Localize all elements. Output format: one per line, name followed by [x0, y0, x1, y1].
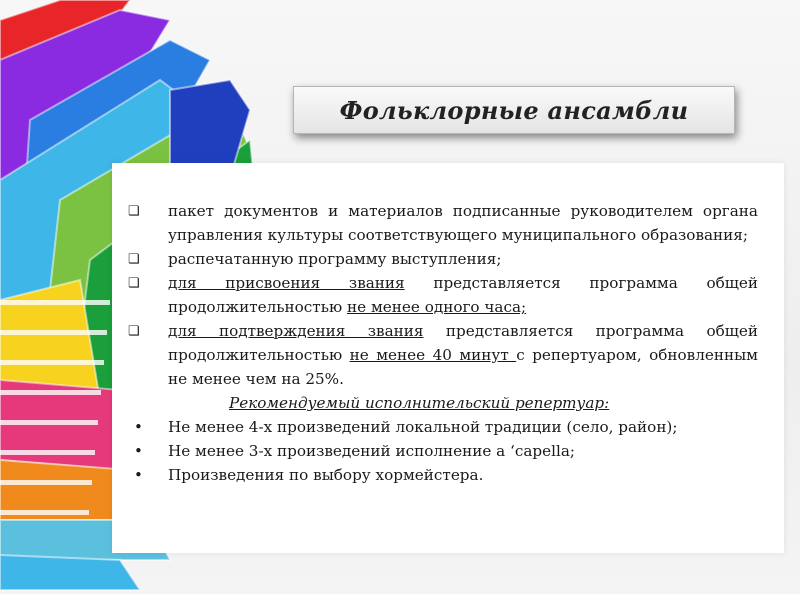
list-item: ❏ для присвоения звания представляется программа общей продолжительностью не менее одного часа;	[124, 271, 758, 319]
book-shape	[0, 555, 140, 590]
bottom-strip	[0, 594, 800, 600]
bullet-item: • Не менее 4-х произведений локальной традиции (село, район);	[124, 415, 758, 439]
checkbox-icon	[128, 247, 148, 272]
slide-title: Фольклорные ансамбли	[339, 95, 689, 125]
page-edge	[0, 330, 107, 335]
page-edge	[0, 510, 89, 515]
requirements-list	[124, 199, 758, 487]
page-edge	[0, 390, 101, 395]
bullet-item: • Не менее 3-х произведений исполнение а ‘capella;	[124, 439, 758, 463]
bullet-icon: •	[134, 442, 143, 460]
page-edge	[0, 360, 104, 365]
list-item: ❏ пакет документов и материалов подписанные руководителем органа управления культуры соответствующего муниципального образования;	[124, 199, 758, 247]
list-item: ❏ для подтверждения звания представляется программа общей продолжительностью не менее 40 минут с репертуаром, обновленным не менее чем на 25%.	[124, 319, 758, 391]
page-edge	[0, 450, 95, 455]
list-item: ❏ распечатанную программу выступления;	[124, 247, 758, 271]
repertoire-subheading: Рекомендуемый исполнительский репертуар:	[229, 394, 610, 412]
bullet-item: • Произведения по выбору хормейстера.	[124, 463, 758, 487]
bullet-icon: •	[134, 466, 143, 484]
title-box	[293, 86, 735, 134]
content-panel	[112, 163, 784, 553]
bullet-icon: •	[134, 418, 143, 436]
checkbox-icon	[128, 271, 148, 296]
page-edge	[0, 480, 92, 485]
page-edge	[0, 300, 110, 305]
checkbox-icon	[128, 199, 148, 224]
checkbox-icon	[128, 319, 148, 344]
page-edge	[0, 420, 98, 425]
